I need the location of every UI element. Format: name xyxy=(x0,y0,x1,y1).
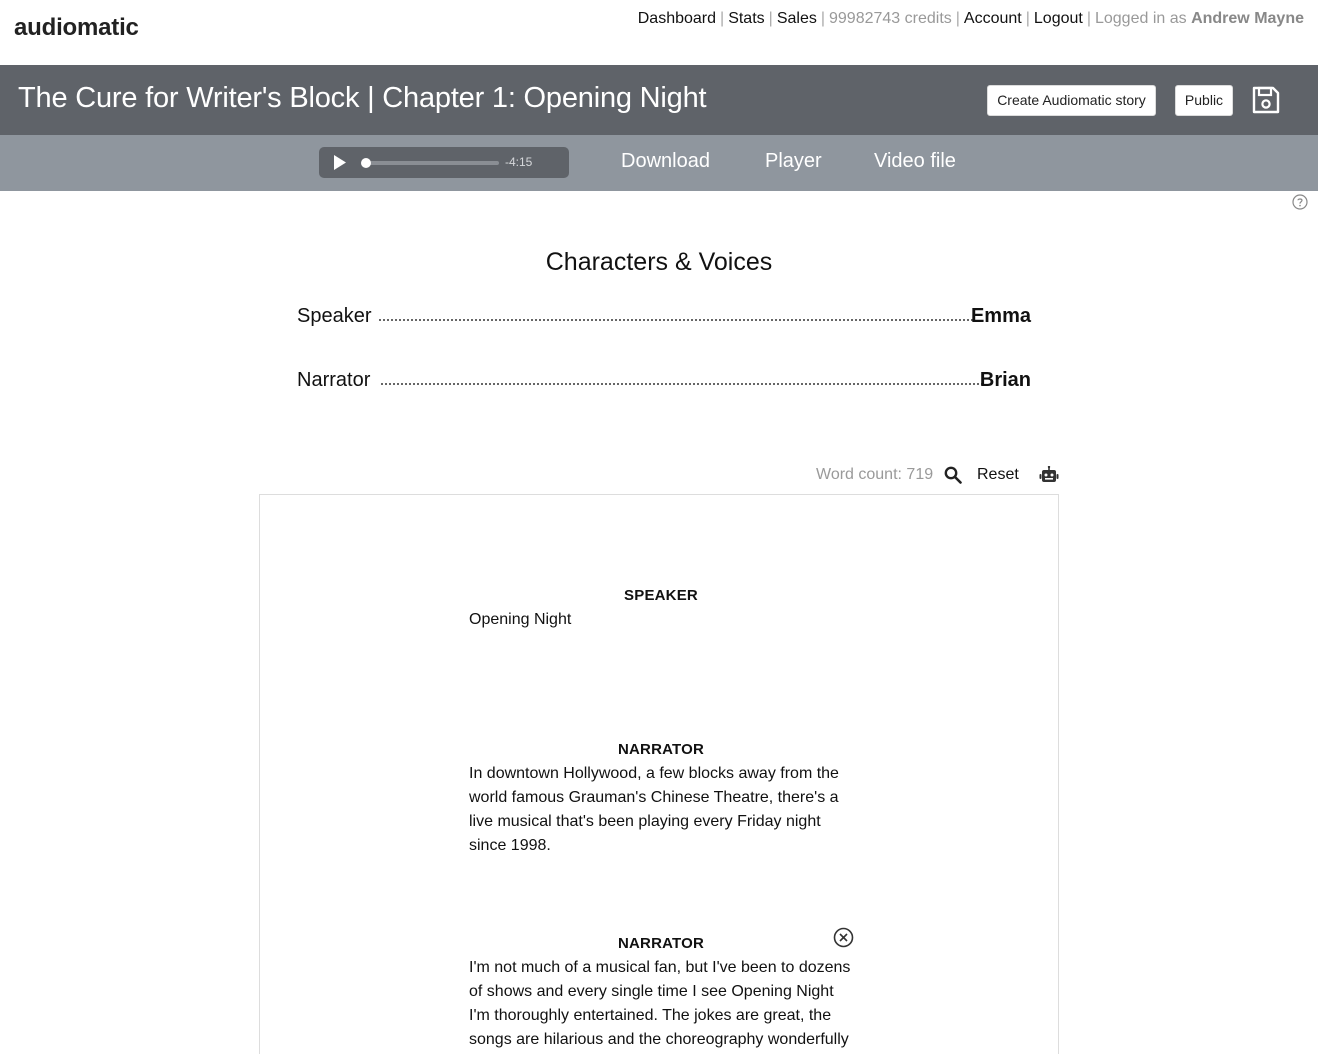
download-link[interactable]: Download xyxy=(621,150,710,172)
credits-balance: 99982743 credits xyxy=(829,10,952,27)
voice-select-brian[interactable]: Brian xyxy=(979,369,1031,391)
nav-separator: | xyxy=(955,10,960,27)
nav-separator: | xyxy=(768,10,773,27)
line-text[interactable]: Opening Night xyxy=(469,611,572,628)
remove-line-icon[interactable] xyxy=(833,927,854,948)
robot-icon[interactable] xyxy=(1039,466,1059,484)
script-editor[interactable] xyxy=(259,494,1059,1054)
script-line[interactable] xyxy=(469,932,853,1052)
character-row-speaker xyxy=(297,305,1031,335)
characters-voices-heading: Characters & Voices xyxy=(545,248,773,276)
public-toggle-button[interactable]: Public xyxy=(1175,85,1233,116)
story-title-bar xyxy=(0,65,1318,135)
help-icon[interactable] xyxy=(1292,194,1308,210)
user-name: Andrew Mayne xyxy=(1191,10,1304,27)
story-title: The Cure for Writer's Block | Chapter 1: Opening Night xyxy=(18,82,707,114)
logged-in-label: Logged in as xyxy=(1094,10,1187,27)
top-bar xyxy=(0,0,1318,65)
app-logo[interactable]: audiomatic xyxy=(14,14,139,41)
line-text[interactable]: In downtown Hollywood, a few blocks away from the world famous Grauman's Chinese Theatre, there's a live musical that's been playing every Friday night since 1998. xyxy=(469,765,839,854)
video-file-link[interactable]: Video file xyxy=(874,150,956,172)
play-icon[interactable] xyxy=(333,155,347,170)
audio-time-remaining: -4:15 xyxy=(505,155,533,169)
audio-progress-track[interactable] xyxy=(363,161,499,165)
line-speaker: NARRATOR xyxy=(617,935,705,952)
line-speaker: SPEAKER xyxy=(624,587,698,604)
dotted-leader xyxy=(381,383,983,385)
dotted-leader xyxy=(379,319,973,321)
audio-progress-knob[interactable] xyxy=(361,158,371,168)
floppy-disk-icon[interactable] xyxy=(1250,84,1282,116)
nav-separator: | xyxy=(1086,10,1091,27)
nav-separator: | xyxy=(1025,10,1030,27)
line-text[interactable]: I'm not much of a musical fan, but I've been to dozens of shows and every single time I see Opening Night I'm thoroughly entertained. The jokes are great, the songs are hilarious and the choreography wonderfully xyxy=(469,959,851,1048)
nav-logout-link[interactable]: Logout xyxy=(1033,10,1083,27)
search-icon[interactable] xyxy=(944,466,962,484)
nav-separator: | xyxy=(720,10,725,27)
nav-account-link[interactable]: Account xyxy=(963,10,1022,27)
line-speaker: NARRATOR xyxy=(617,741,705,758)
character-name: Narrator xyxy=(297,369,371,391)
top-navigation xyxy=(638,10,1304,28)
player-bar xyxy=(0,135,1318,191)
player-link[interactable]: Player xyxy=(765,150,822,172)
reset-button[interactable]: Reset xyxy=(977,466,1019,483)
audio-player xyxy=(319,147,569,178)
script-line[interactable] xyxy=(469,584,853,632)
create-audiomatic-story-button[interactable]: Create Audiomatic story xyxy=(987,85,1156,116)
voice-select-emma[interactable]: Emma xyxy=(970,305,1031,327)
nav-sales-link[interactable]: Sales xyxy=(776,10,817,27)
nav-dashboard-link[interactable]: Dashboard xyxy=(637,10,717,27)
nav-separator: | xyxy=(820,10,825,27)
word-count: Word count: 719 xyxy=(816,466,934,483)
character-row-narrator xyxy=(297,369,1031,399)
nav-stats-link[interactable]: Stats xyxy=(728,10,765,27)
character-name: Speaker xyxy=(297,305,372,327)
script-line[interactable] xyxy=(469,738,853,858)
